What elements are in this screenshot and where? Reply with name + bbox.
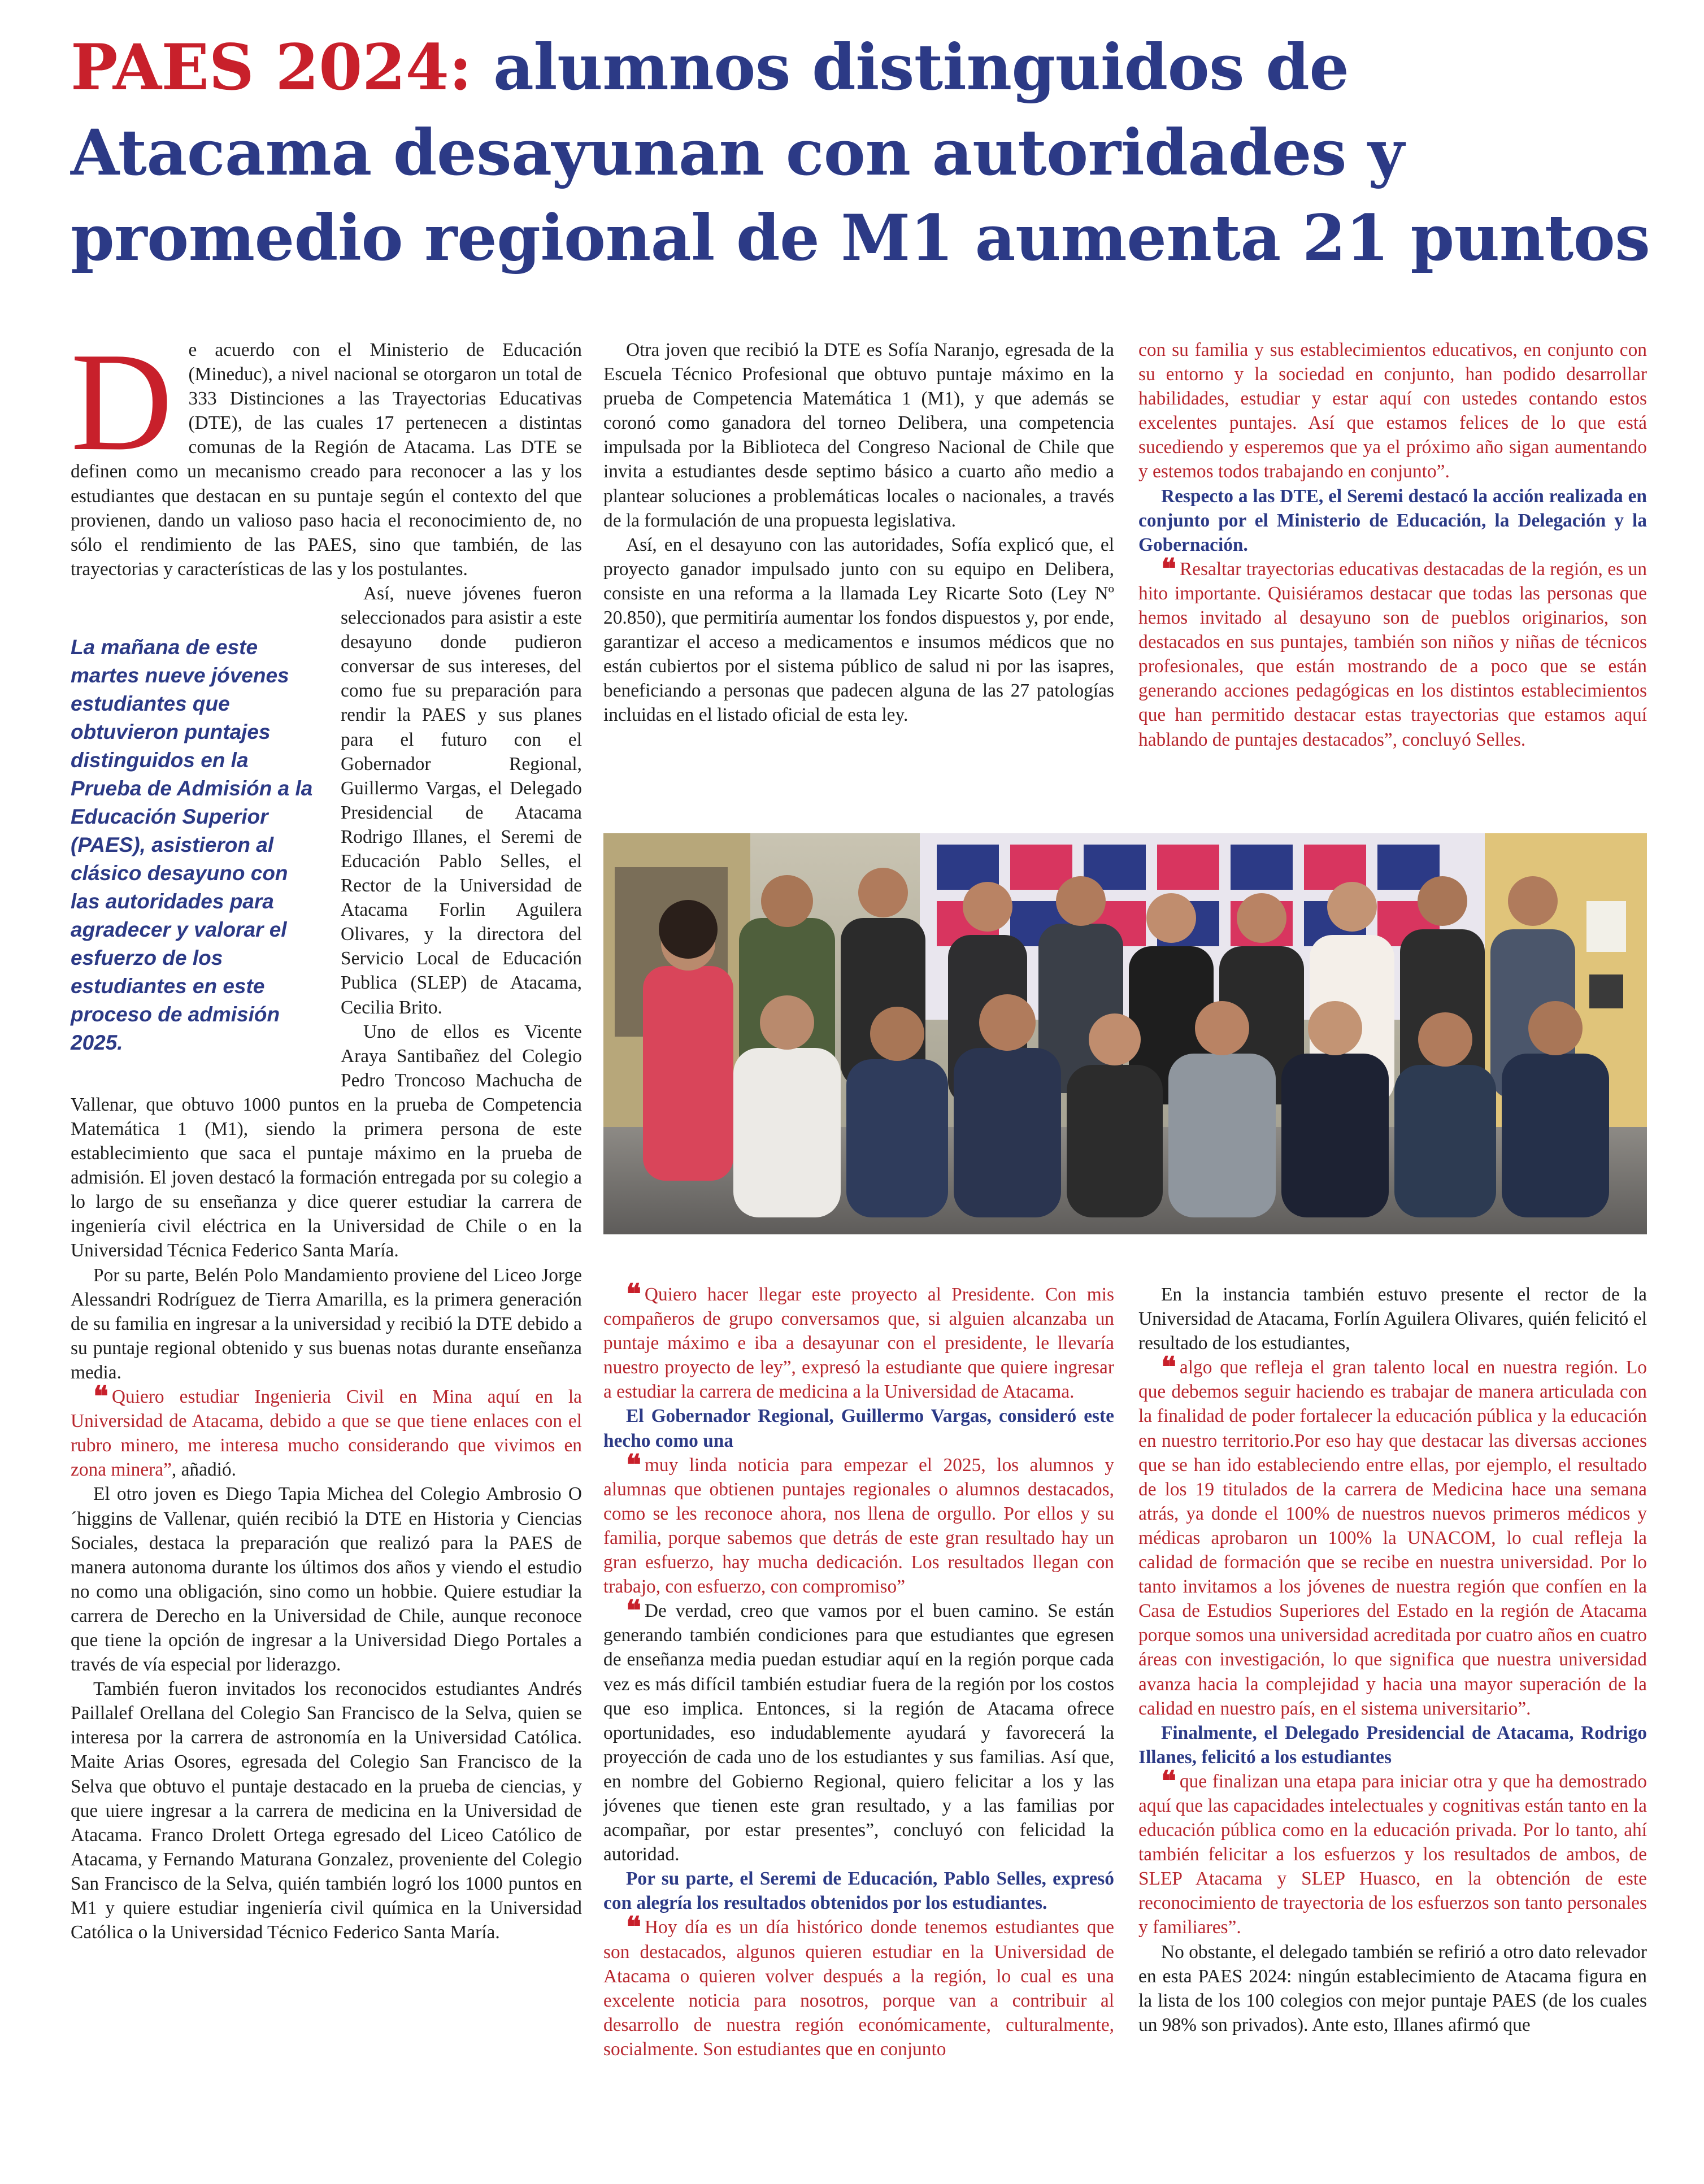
open-quote-icon: ❝ xyxy=(626,1447,641,1481)
quote-text: algo que refleja el gran talento local en nuestra región. Lo que debemos seguir haciendo es trabajar de manera articulada con la finalidad de poder fortalecer la educación pública y la educación en nuestro territorio.Por eso hay que destacar las diversas acciones que se han ido estableciendo entre ellas, por ejemplo, el resultado de los 19 titulados de la carrera de Medicina hace una semana atrás, ya donde el 100% de nuestros nuevos primeros médicos y médicas aprobaron un 100% la UNACOM, lo cual refleja la calidad de formación que se recibe en nuestra universidad. Por lo tanto invitamos a los jóvenes de nuestra región que confíen en la Casa de Estudios Superiores del Estado en la región de Atacama porque somos una universidad acreditada por cuatro años en cuatro áreas con investigación, lo que significa que nuestra universidad avanza hacia la complejidad y hacia una mayor superación de la calidad en nuestro país, en el sistema universitario”. xyxy=(1138,1357,1647,1719)
lead-in: Finalmente, el Delegado Presidencial de Atacama, Rodrigo Illanes, felicitó a los estudiantes xyxy=(1138,1722,1647,1768)
quote-text: que finalizan una etapa para iniciar otra y que ha demostrado aquí que las capacidades intelectuales y cognitivas están tanto en la educación pública como en la educación privada. Por lo tanto, ahí también felicitar a los esfuerzos y los resultados de ambos, de SLEP Atacama y SLEP Huasco, en la obtención de este reconocimiento de trayectoria de los esfuerzos son tanto personales y familiares”. xyxy=(1138,1770,1647,1938)
article-column-1 xyxy=(71,324,582,1944)
open-quote-icon: ❝ xyxy=(1161,1350,1176,1384)
paragraph: No obstante, el delegado también se refirió a otro dato relevador en esta PAES 2024: ningún establecimiento de Atacama figura en la lista de los 100 colegios con mejor puntaje PAES (de los cuales un 98% son privados). Ante esto, Illanes afirmó que xyxy=(1138,1941,1647,2035)
paragraph: También fueron invitados los reconocidos estudiantes Andrés Paillalef Orellana del Colegio San Francisco de la Selva, quien se interesa por la carrera de astronomía en la Universidad Católica. Maite Arias Osores, egresada del Colegio San Francisco de la Selva que obtuvo el puntaje destacado en la prueba de ciencias, y que uiere ingresar a la carrera de medicina en la Universidad de Atacama. Franco Drolett Ortega egresado del Liceo Católico de Atacama, y Fernando Maturana Gonzalez, proveniente del Colegio San Francisco de la Selva, quién también logró los 1000 puntos en M1 y quiere estudiar ingeniería civil química en la Universidad Católica o la Universidad Técnico Federico Santa María. xyxy=(71,1678,582,1943)
lead-in: Por su parte, el Seremi de Educación, Pablo Selles, expresó con alegría los resultados obtenidos por los estudiantes. xyxy=(603,1868,1114,1914)
paragraph: Así, en el desayuno con las autoridades, Sofía explicó que, el proyecto ganador impulsado junto con su equipo en Delibera, consiste en una reforma a la llamada Ley Ricarte Soto (Ley Nº 20.850), que permitiría aumentar los fondos dispuestos y, por ende, garantizar el acceso a medicamentos e insumos médicos que no están cubiertos por el sistema público de salud ni por las isapres, beneficiando a personas que padecen alguna de las 27 patologías incluidas en el listado oficial de esta ley. xyxy=(603,534,1114,726)
quote-paragraph xyxy=(603,1447,1114,1599)
quote-text: muy linda noticia para empezar el 2025, los alumnos y alumnas que obtienen puntajes regionales o alumnos destacados, como se les reconoce ahora, nos llena de orgullo. Por ellos y su familia, porque sabemos que detrás de este gran resultado hay un gran esfuerzo, hay mucha dedicación. Los resultados llegan con trabajo, con esfuerzo, con compromiso” xyxy=(603,1454,1114,1598)
quote-attribution: , expresó la estudiante que quiere ingresar a estudiar la carrera de medicina a la Universidad de Atacama. xyxy=(603,1357,1114,1403)
quote-paragraph xyxy=(1138,551,1647,752)
drop-cap: D xyxy=(71,324,173,480)
quote-paragraph xyxy=(603,1277,1114,1404)
quote-continuation: con su familia y sus establecimientos educativos, en conjunto con su entorno y la sociedad en conjunto, han podido desarrollar habilidades, estudiar y estar aquí con ustedes contando estos excelentes puntajes. Así que estamos felices de lo que está sucediendo y esperemos que ya el próximo año sigan aumentando y estemos todos trabajando en conjunto”. xyxy=(1138,340,1647,482)
headline-highlight: PAES 2024: xyxy=(71,31,472,105)
paragraph: En la instancia también estuvo presente el rector de la Universidad de Atacama, Forlín Aguilera Olivares, quién felicitó el resultado de los estudiantes, xyxy=(1138,1284,1647,1354)
paragraph: Otra joven que recibió la DTE es Sofía Naranjo, egresada de la Escuela Técnico Profesional que obtuvo puntaje máximo en la prueba de Competencia Matemática 1 (M1), y que además se coronó como ganadora del torneo Delibera, una competencia impulsada por la Biblioteca del Congreso Nacional de Chile que invita a estudiantes desde septimo básico a cuarto año medio a plantear soluciones a problemáticas locales o nacionales, a través de la formulación de una propuesta legislativa. xyxy=(603,340,1114,531)
quote-text: Hoy día es un día histórico donde tenemos estudiantes que son destacados, algunos quieren estudiar en la Universidad de Atacama o quieren volver después a la región, lo cual es una excelente noticia para nosotros, porque van a contribuir al desarrollo de nuestra región económicamente, culturalmente, socialmente. Son estudiantes que en conjunto xyxy=(603,1917,1114,2060)
article-column-2 xyxy=(603,338,1114,728)
quote-paragraph xyxy=(71,1380,582,1482)
quote-text: Quiero hacer llegar este proyecto al Presidente. Con mis compañeros de grupo conversamos que, si alguien alcanzaba un puntaje máximo e iba a desayunar con el presidente, le llevaría nuestro proyecto de ley” xyxy=(603,1284,1114,1378)
open-quote-icon: ❝ xyxy=(1161,1764,1176,1798)
quote-paragraph xyxy=(1138,1350,1647,1720)
paragraph-text: e acuerdo con el Ministerio de Educación (Mineduc), a nivel nacional se otorgaron un total de 333 Distinciones a las Trayectorias Educativas (DTE), de las cuales 17 pertenecen a distintas comunas de la Región de Atacama. Las DTE se definen como un mecanismo creado para reconocer a las y los estudiantes que destacan en su puntaje según el contexto del que provienen, dando un valioso paso hacia el reconocimiento de, no sólo el rendimiento de las PAES, sino que también, de las trayectorias y características de las y los postulantes. xyxy=(71,340,582,580)
open-quote-icon: ❝ xyxy=(626,1594,641,1628)
pull-quote: La mañana de este martes nueve jóvenes estudiantes que obtuvieron puntajes distinguidos en la Prueba de Admisión a la Educación Superior (PAES), asistieron al clásico desayuno con las autoridades para agradecer y valorar el esfuerzo de los estudiantes en este proceso de admisión 2025. xyxy=(71,635,313,1054)
quote-text: Resaltar trayectorias educativas destacadas de la región, es un hito importante. Quisiéramos destacar que todas las personas que hemos invitado al desayuno son de pueblos originarios, son destacados en sus puntajes, también son niños y niñas de técnicos profesionales, que están mostrando de a poco que se están generando acciones pedagógicas en los distintos establecimientos que han permitido destacar estas trayectorias que estamos aquí hablando de puntajes destacados” xyxy=(1138,558,1647,750)
headline xyxy=(71,25,1653,281)
paragraph xyxy=(71,324,582,581)
open-quote-icon: ❝ xyxy=(626,1277,641,1311)
headline-rest: alumnos distinguidos de Atacama desayunan con autoridades y promedio regional de M1 aumenta 21 puntos xyxy=(71,31,1650,275)
quote-attribution: , añadió. xyxy=(171,1459,236,1481)
quote-attribution: , concluyó con felicidad la autoridad. xyxy=(603,1820,1114,1865)
article-column-3-bottom xyxy=(1138,1282,1647,2037)
article-column-3 xyxy=(1138,338,1647,752)
paragraph: Uno de ellos es Vicente Araya Santibañez del Colegio Pedro Troncoso Machucha de Vallenar, que obtuvo 1000 puntos en la prueba de Competencia Matemática 1 (M1), siendo la primera persona de este establecimiento que saca el puntaje máximo en la prueba de admisión. El joven destacó la formación entregada por su colegio a lo largo de su enseñanza y dice querer estudiar la carrera de ingeniería civil eléctrica en la Universidad de Chile o en la Universidad Técnica Federico Santa María. xyxy=(71,1021,582,1261)
paragraph: Por su parte, Belén Polo Mandamiento proviene del Liceo Jorge Alessandri Rodríguez de Tierra Amarilla, es la primera generación de su familia en ingresar a la universidad y recibió la DTE debido a su puntaje regional obtenido y sus buenas notas durante enseñanza media. xyxy=(71,1264,582,1383)
paragraph: Así, nueve jóvenes fueron seleccionados para asistir a este desayuno donde pudieron conversar de sus intereses, del como fue su preparación para rendir la PAES y sus planes para el futuro con el Gobernador Regional, Guillermo Vargas, el Delegado Presidencial de Atacama Rodrigo Illanes, el Seremi de Educación Pablo Selles, el Rector de la Universidad de Atacama Forlin Aguilera Olivares, y la directora del Servicio Local de Educación Publica (SLEP) de Atacama, Cecilia Brito. xyxy=(341,582,582,1018)
group-photo xyxy=(603,833,1647,1234)
open-quote-icon: ❝ xyxy=(1161,551,1176,585)
quote-text: De verdad, creo que vamos por el buen camino. Se están generando también condiciones para que estudiantes que egresen de enseñanza media puedan estudiar aquí en la región porque cada vez es más difícil también estudiar fuera de la región por los costos que eso implica. Entonces, si la región de Atacama ofrece oportunidades, eso indudablemente ayudará y favorecerá la proyección de cada uno de los estudiantes y sus familias. Así que, en nombre del Gobierno Regional, quiero felicitar a los y las jóvenes que tienen este gran resultado, y a las familias por acompañar, por estar presentes” xyxy=(603,1600,1114,1841)
paragraph: El otro joven es Diego Tapia Michea del Colegio Ambrosio O´higgins de Vallenar, quién recibió la DTE en Historia y Ciencias Sociales, destaca la preparación que realizó para la PAES de manera autonoma durante los últimos dos años y viendo el estudio no como una obligación, sino como un hobbie. Quiere estudiar la carrera de Derecho en la Universidad de Chile, aunque reconoce que tiene la opción de ingresar a la Universidad Diego Portales a través de vía especial por liderazgo. xyxy=(71,1483,582,1676)
group-photo-illustration xyxy=(603,833,1647,1234)
article-column-2-bottom xyxy=(603,1277,1114,2061)
open-quote-icon: ❝ xyxy=(626,1910,641,1944)
quote-paragraph xyxy=(1138,1764,1647,1940)
quote-paragraph xyxy=(603,1594,1114,1867)
quote-paragraph xyxy=(603,1910,1114,2061)
quote-attribution: , concluyó Selles. xyxy=(1392,729,1526,750)
quote-text: Quiero estudiar Ingenieria Civil en Mina aquí en la Universidad de Atacama, debido a que se que tiene enlaces con el rubro minero, me interesa mucho considerando que vivimos en zona minera” xyxy=(71,1386,582,1481)
lead-in: Respecto a las DTE, el Seremi destacó la acción realizada en conjunto por el Ministerio de Educación, la Delegación y la Gobernación. xyxy=(1138,485,1647,555)
lead-in: El Gobernador Regional, Guillermo Vargas, consideró este hecho como una xyxy=(603,1406,1114,1451)
open-quote-icon: ❝ xyxy=(93,1380,108,1413)
